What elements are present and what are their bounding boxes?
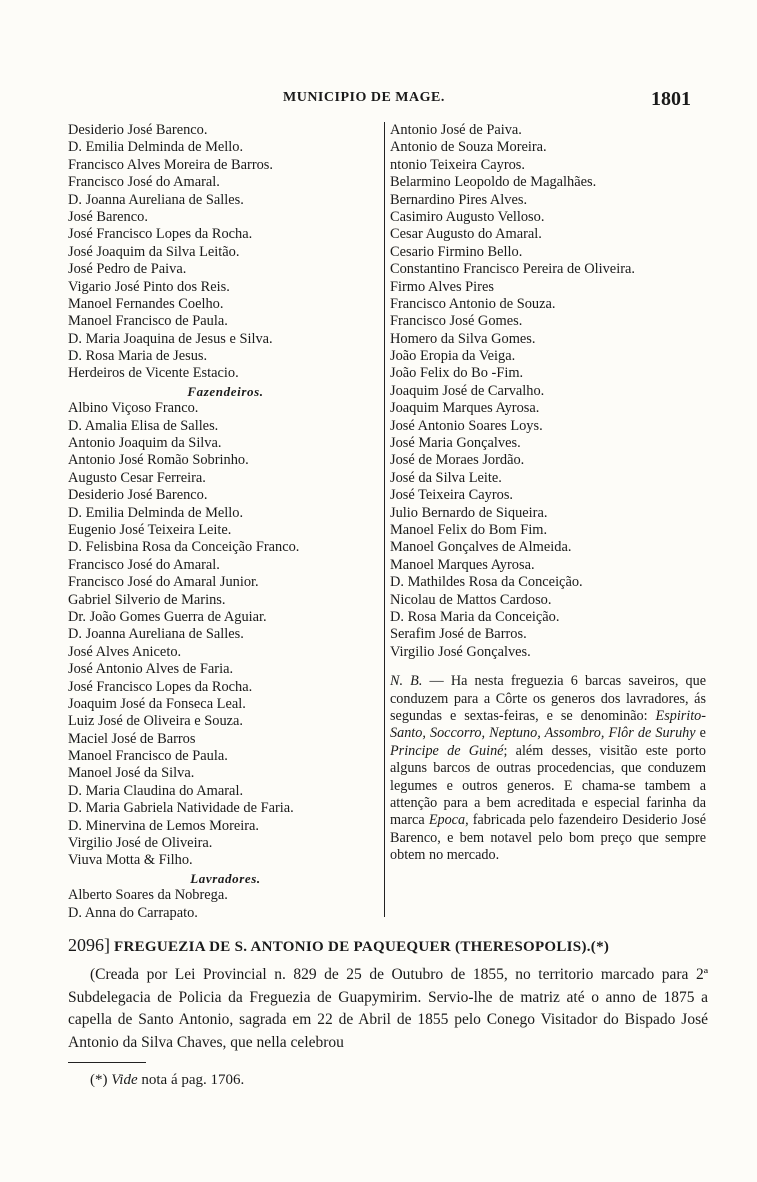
fazendeiro-entry: José Alves Aniceto.: [68, 643, 182, 660]
list-right: [390, 122, 710, 661]
list-entry: Homero da Silva Gomes.: [390, 330, 536, 347]
right-column: [390, 122, 710, 865]
fazendeiro-entry: D. Maria Claudina do Amaral.: [68, 782, 244, 799]
list-entry: José Francisco Lopes da Rocha.: [68, 226, 253, 243]
heading-lavradores: Lavradores.: [190, 870, 261, 886]
list-entry: Belarmino Leopoldo de Magalhães.: [390, 174, 597, 191]
list-entry: José Antonio Soares Loys.: [390, 417, 543, 434]
note-boat-names: Espirito-Santo, Soccorro, Neptuno, Assombro, Flôr de Suruhy: [390, 707, 706, 742]
list-entry: ntonio Teixeira Cayros.: [390, 156, 526, 173]
fazendeiro-entry: Virgilio José de Oliveira.: [68, 835, 213, 852]
list-entry: D. Emilia Delminda de Mello.: [68, 139, 244, 156]
section-body: (Creada por Lei Provincial n. 829 de 25 de Outubro de 1855, no territorio marcado para 2ª Subdelegacia de Policia da Freguezia de Guapymirim. Servio-lhe de matriz até o anno de 1875 a capella de Santo Antonio, sagrada em 22 de Abril de 1855 pelo Conego Visitador do Bispado José Antonio da Silva Chaves, que nella celebrou: [68, 966, 708, 1051]
fazendeiro-entry: José Antonio Alves de Faria.: [68, 661, 234, 678]
list-entry: Antonio José de Paiva.: [390, 122, 522, 138]
lavrador-entry: Alberto Soares da Nobrega.: [68, 887, 228, 904]
running-title: MUNICIPIO DE MAGE.: [283, 90, 445, 105]
column-divider: [384, 122, 385, 917]
list-entry: José Teixeira Cayros.: [390, 487, 514, 504]
fazendeiro-entry: Desiderio José Barenco.: [68, 487, 208, 504]
list-entry: D. Rosa Maria da Conceição.: [390, 608, 560, 625]
list-entry: Virgilio José Gonçalves.: [390, 643, 531, 660]
note-text-2: e: [695, 725, 706, 742]
list-entry: Manoel Francisco de Paula.: [68, 313, 228, 330]
list-entry: Firmo Alves Pires: [390, 278, 494, 295]
fazendeiro-entry: Antonio José Romão Sobrinho.: [68, 452, 249, 469]
list-entry: Manoel Fernandes Coelho.: [68, 295, 224, 312]
list-entry: D. Rosa Maria de Jesus.: [68, 348, 208, 365]
note-brand: Epoca: [428, 812, 466, 829]
list-entry: Joaquim Marques Ayrosa.: [390, 400, 540, 417]
fazendeiro-entry: Albino Viçoso Franco.: [68, 400, 199, 417]
fazendeiro-entry: Francisco José do Amaral Junior.: [68, 574, 259, 591]
list-entry: D. Mathildes Rosa da Conceição.: [390, 574, 583, 591]
list-entry: Cesario Firmino Bello.: [390, 243, 523, 260]
footnote-mark: (*): [90, 1072, 108, 1088]
fazendeiro-entry: D. Joanna Aureliana de Salles.: [68, 626, 244, 643]
fazendeiro-entry: D. Amalia Elisa de Salles.: [68, 417, 219, 434]
list-entry: José da Silva Leite.: [390, 469, 502, 486]
list-a: [68, 122, 383, 383]
list-entry: Manoel Gonçalves de Almeida.: [390, 539, 572, 556]
fazendeiro-entry: José Francisco Lopes da Rocha.: [68, 678, 253, 695]
list-entry: Vigario José Pinto dos Reis.: [68, 278, 230, 295]
list-fazendeiros: [68, 400, 383, 870]
note-label: N. B.: [390, 673, 423, 690]
fazendeiro-entry: D. Minervina de Lemos Moreira.: [68, 817, 260, 834]
footnote: [90, 1072, 244, 1089]
fazendeiro-entry: Eugenio José Teixeira Leite.: [68, 521, 232, 538]
fazendeiro-entry: Manoel José da Silva.: [68, 765, 195, 782]
list-entry: Francisco José do Amaral.: [68, 174, 220, 191]
footnote-vide: Vide: [111, 1072, 138, 1088]
fazendeiro-entry: Maciel José de Barros: [68, 730, 196, 747]
list-entry: Cesar Augusto do Amaral.: [390, 226, 542, 243]
list-entry: Manoel Marques Ayrosa.: [390, 556, 535, 573]
fazendeiro-entry: Dr. João Gomes Guerra de Aguiar.: [68, 608, 267, 625]
footnote-rule: [68, 1062, 146, 1063]
fazendeiro-entry: D. Emilia Delminda de Mello.: [68, 504, 244, 521]
lavrador-entry: D. Anna do Carrapato.: [68, 904, 198, 921]
list-entry: Manoel Felix do Bom Fim.: [390, 521, 548, 538]
footnote-text: nota á pag. 1706.: [137, 1072, 245, 1088]
list-entry: José Barenco.: [68, 208, 148, 225]
list-entry: Francisco José Gomes.: [390, 313, 523, 330]
list-entry: Bernardino Pires Alves.: [390, 191, 528, 208]
section-2096: [68, 934, 708, 1054]
note-text-1: — Ha nesta freguezia 6 barcas saveiros, que conduzem para a Côrte os generos dos lavradores, ás segundas e sextas-feiras, e se denominão:: [390, 673, 706, 724]
fazendeiro-entry: Joaquim José da Fonseca Leal.: [68, 695, 246, 712]
section-title-line: [68, 934, 708, 958]
list-entry: João Felix do Bo -Fim.: [390, 365, 524, 382]
section-number: 2096]: [68, 935, 110, 955]
list-entry: Desiderio José Barenco.: [68, 122, 208, 138]
list-entry: Francisco Alves Moreira de Barros.: [68, 156, 274, 173]
list-entry: D. Joanna Aureliana de Salles.: [68, 191, 244, 208]
list-entry: Casimiro Augusto Velloso.: [390, 208, 545, 225]
list-entry: José Maria Gonçalves.: [390, 435, 521, 452]
list-entry: Antonio de Souza Moreira.: [390, 139, 547, 156]
fazendeiro-entry: D. Felisbina Rosa da Conceição Franco.: [68, 539, 300, 556]
fazendeiro-entry: Francisco José do Amaral.: [68, 556, 220, 573]
list-entry: Nicolau de Mattos Cardoso.: [390, 591, 552, 608]
heading-fazendeiros: Fazendeiros.: [187, 383, 264, 399]
list-lavradores: [68, 887, 383, 922]
note-text-4: , fabricada pelo fazendeiro Desiderio José Barenco, e bem notavel pelo bom preço que sempre obtem no mercado.: [390, 812, 706, 864]
fazendeiro-entry: Luiz José de Oliveira e Souza.: [68, 713, 244, 730]
fazendeiro-entry: D. Maria Gabriela Natividade de Faria.: [68, 800, 294, 817]
list-entry: José de Moraes Jordão.: [390, 452, 525, 469]
list-entry: Herdeiros de Vicente Estacio.: [68, 365, 239, 382]
note-paragraph: [390, 673, 706, 864]
note-text-3: ; além desses, visitão este porto alguns barcos de outras procedencias, que conduzem legumes e outros generos. E chama-se tambem a attenção para a bem acreditada e especial farinha da marca: [390, 742, 706, 829]
fazendeiro-entry: Antonio Joaquim da Silva.: [68, 435, 222, 452]
note-boat-last: Principe de Guiné: [390, 742, 504, 759]
list-entry: João Eropia da Veiga.: [390, 348, 516, 365]
list-entry: José Pedro de Paiva.: [68, 261, 187, 278]
list-entry: Francisco Antonio de Souza.: [390, 295, 556, 312]
list-entry: Serafim José de Barros.: [390, 626, 527, 643]
fazendeiro-entry: Manoel Francisco de Paula.: [68, 748, 228, 765]
page-header: [0, 88, 757, 118]
section-title: FREGUEZIA DE S. ANTONIO DE PAQUEQUER (THERESOPOLIS).(*): [114, 939, 610, 955]
fazendeiro-entry: Gabriel Silverio de Marins.: [68, 591, 226, 608]
fazendeiro-entry: Viuva Motta & Filho.: [68, 852, 193, 869]
list-entry: D. Maria Joaquina de Jesus e Silva.: [68, 330, 273, 347]
left-column: [68, 122, 383, 922]
page-number: 1801: [651, 88, 691, 110]
fazendeiro-entry: Augusto Cesar Ferreira.: [68, 469, 206, 486]
list-entry: Constantino Francisco Pereira de Oliveira.: [390, 261, 635, 278]
list-entry: Julio Bernardo de Siqueira.: [390, 504, 548, 521]
list-entry: Joaquim José de Carvalho.: [390, 382, 545, 399]
list-entry: José Joaquim da Silva Leitão.: [68, 243, 240, 260]
